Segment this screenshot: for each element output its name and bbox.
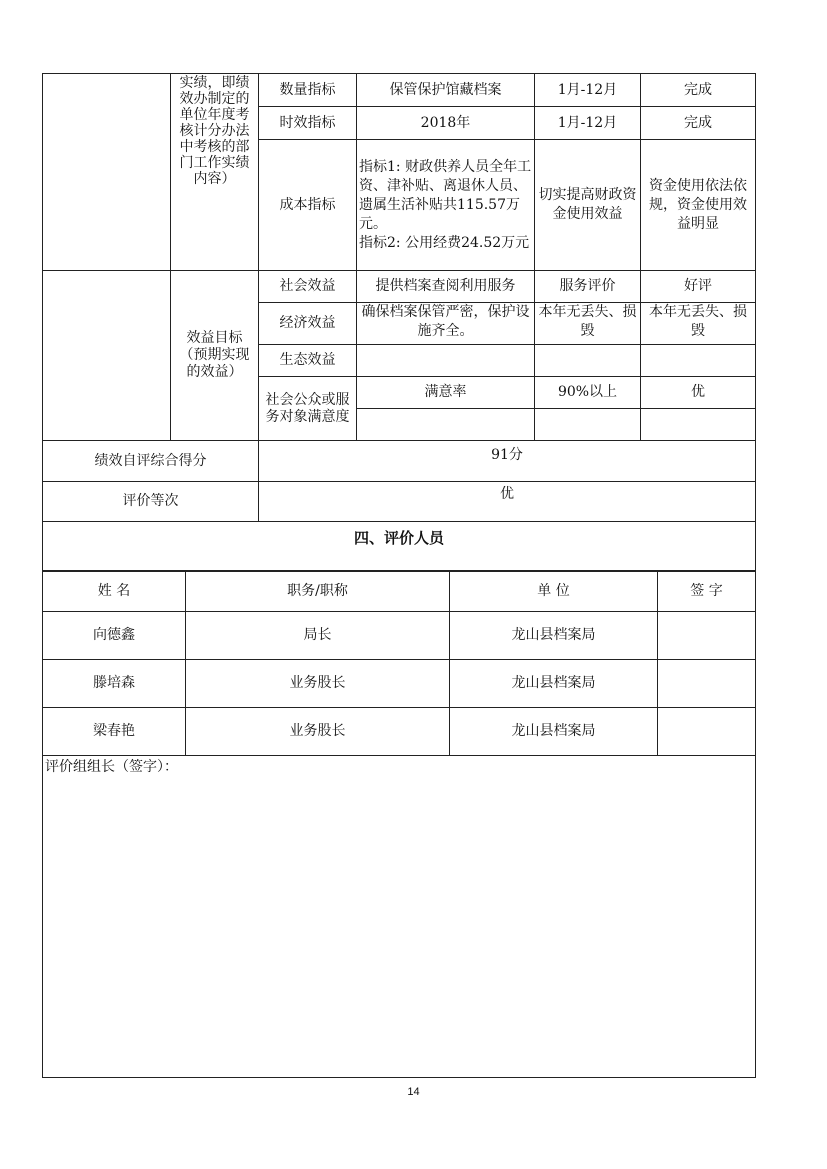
person-name: 向德鑫 [43,612,186,660]
content-cell [357,140,535,271]
actual-cell: 资金使用依法依规，资金使用效益明显 [641,140,756,271]
grade-label: 评价等次 [43,482,259,522]
content-cell: 提供档案查阅利用服务 [357,271,535,303]
person-unit: 龙山县档案局 [450,708,658,756]
indicator-cell: 时效指标 [259,107,357,140]
person-unit: 龙山县档案局 [450,660,658,708]
cost-indicator-2: 指标2: 公用经费24.52万元 [359,234,530,251]
benefit-goal-label: 效益目标（预期实现的效益） [171,271,259,441]
table-row [43,612,756,660]
indicator-cell: 社会公众或服务对象满意度 [259,377,357,441]
indicator-cell: 生态效益 [259,345,357,377]
target-cell: 本年无丢失、损毁 [535,303,641,345]
signature-cell [658,612,756,660]
content-cell: 2018年 [357,107,535,140]
signature-cell [658,660,756,708]
target-cell: 切实提高财政资金使用效益 [535,140,641,271]
target-cell: 1月-12月 [535,107,641,140]
header-unit: 单 位 [450,572,658,612]
indicator-cell: 成本指标 [259,140,357,271]
blank-cell [43,271,171,441]
leader-signature-area [43,756,756,1078]
header-title: 职务/职称 [186,572,450,612]
actual-cell: 优 [641,377,756,409]
header-sign: 签 字 [658,572,756,612]
leader-sign-label: 评价组组长（签字）： [45,759,178,775]
person-title: 业务股长 [186,708,450,756]
output-goal-label: 实绩，即绩效办制定的单位年度考核计分办法中考核的部门工作实绩内容） [171,74,259,271]
actual-cell: 本年无丢失、损毁 [641,303,756,345]
person-unit: 龙山县档案局 [450,612,658,660]
person-title: 局长 [186,612,450,660]
performance-table [42,73,756,571]
page-number: 14 [407,1086,420,1098]
actual-cell: 完成 [641,107,756,140]
content-cell [357,409,535,441]
evaluators-table [42,571,756,1078]
indicator-cell: 数量指标 [259,74,357,107]
score-value: 91分 [259,441,756,482]
content-cell: 保管保护馆藏档案 [357,74,535,107]
table-row [43,660,756,708]
actual-cell: 好评 [641,271,756,303]
target-cell: 1月-12月 [535,74,641,107]
table-row [43,708,756,756]
content-cell: 满意率 [357,377,535,409]
target-cell [535,345,641,377]
target-cell: 90%以上 [535,377,641,409]
cost-indicator-1: 指标1: 财政供养人员全年工资、津补贴、离退休人员、遗属生活补贴共115.57万元。 [359,158,532,232]
person-name: 梁春艳 [43,708,186,756]
indicator-cell: 经济效益 [259,303,357,345]
score-label: 绩效自评综合得分 [43,441,259,482]
content-cell [357,345,535,377]
actual-cell [641,409,756,441]
actual-cell [641,345,756,377]
content-cell: 确保档案保管严密，保护设施齐全。 [357,303,535,345]
target-cell: 服务评价 [535,271,641,303]
header-name: 姓 名 [43,572,186,612]
person-name: 滕培森 [43,660,186,708]
section-title: 四、评价人员 [43,522,756,571]
grade-value: 优 [259,482,756,522]
actual-cell: 完成 [641,74,756,107]
blank-cell [43,74,171,271]
person-title: 业务股长 [186,660,450,708]
signature-cell [658,708,756,756]
indicator-cell: 社会效益 [259,271,357,303]
target-cell [535,409,641,441]
